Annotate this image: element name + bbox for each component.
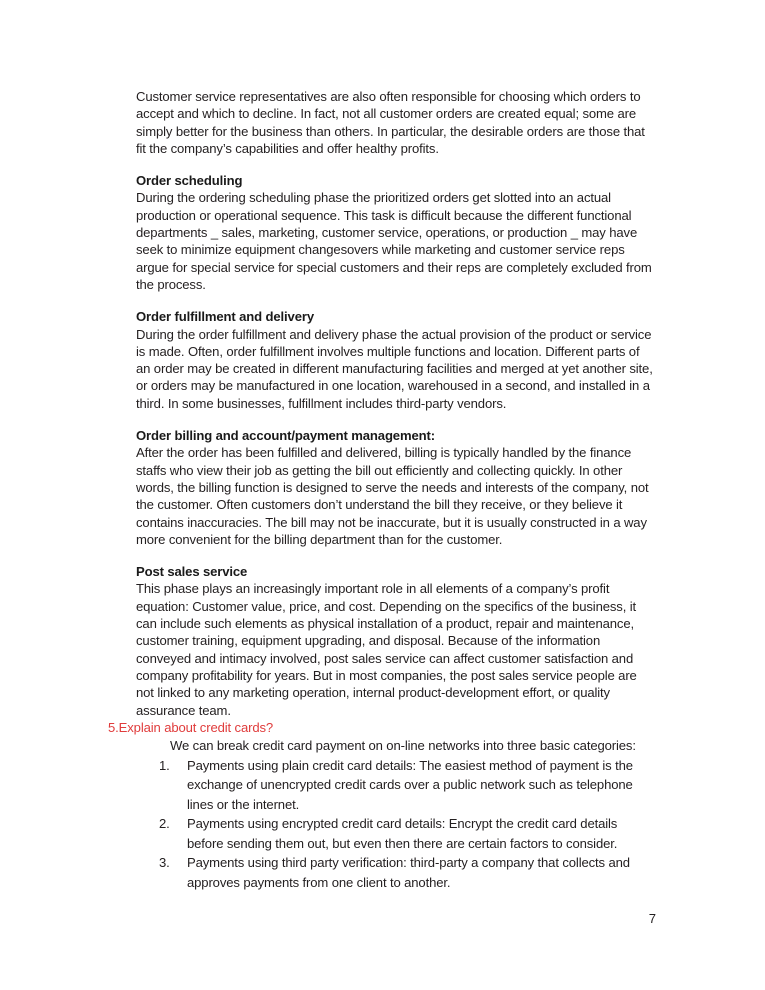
page-content [108, 88, 657, 892]
question-intro: We can break credit card payment on on-line networks into three basic categories: [170, 738, 636, 754]
page-number: 7 [648, 911, 656, 926]
section-heading: Order billing and account/payment management: [136, 428, 435, 444]
section-heading: Order fulfillment and delivery [136, 309, 314, 325]
list-item-marker: 1. [159, 757, 170, 773]
list-item-marker: 2. [159, 816, 170, 832]
section-body: During the order fulfillment and delivery phase the actual provision of the product or service is made. Often, order fulfillment involves multiple functions and location. Different parts of an order may be created in different manufacturing facilities and merged at yet another site, or orders may be manufactured in one location, warehoused in a second, and installed in a third. In some businesses, fulfillment includes third-party vendors. [136, 326, 653, 411]
list-item-marker: 3. [159, 855, 170, 871]
section-body: This phase plays an increasingly important role in all elements of a company’s profit equation: Customer value, price, and cost. Depending on the specifics of the business, it can include such elements as physical installation of a product, repair and maintenance, customer training, equipment upgrading, and disposal. Because of the information conveyed and intimacy involved, post sales service can affect customer satisfaction and company profitability for years. But in most companies, the post sales service people are not linked to any marketing operation, internal product-development effort, or quality assurance team. [136, 581, 637, 718]
section-heading: Order scheduling [136, 173, 243, 189]
intro-paragraph: Customer service representatives are also often responsible for choosing which orders to accept and which to decline. In fact, not all customer orders are created equal; some are simply better for the business than others. In particular, the desirable orders are those that fit the company’s capabilities and offer healthy profits. [136, 89, 645, 156]
list-item-text: Payments using encrypted credit card details: Encrypt the credit card details before sending them out, but even then there are certain factors to consider. [187, 816, 618, 851]
question-heading: 5.Explain about credit cards? [108, 719, 274, 735]
credit-card-categories-list [136, 756, 657, 893]
section-order-scheduling [136, 172, 657, 293]
list-item-text: Payments using plain credit card details: The easiest method of payment is the exchange of unencrypted credit cards over a public network such as telephone lines or the internet. [187, 757, 633, 812]
section-order-fulfillment [136, 308, 657, 412]
list-item [136, 814, 657, 853]
list-item [136, 853, 657, 892]
section-body: After the order has been fulfilled and delivered, billing is typically handled by the finance staffs who view their job as getting the bill out efficiently and collecting quickly. In other words, the billing function is designed to serve the needs and interests of the company, not the customer. Often customers don’t understand the bill they receive, or they believe it contains inaccuracies. The bill may not be inaccurate, but it is usually constructed in a way more convenient for the billing department than for the customer. [136, 445, 649, 547]
section-order-billing [136, 427, 657, 548]
section-body: During the ordering scheduling phase the prioritized orders get slotted into an actual production or operational sequence. This task is difficult because the different functional departments _ sales, marketing, customer service, operations, or production _ may have seek to minimize equipment changesovers while marketing and customer service reps argue for special service for special customers and their reps are completely excluded from the process. [136, 190, 652, 292]
section-heading: Post sales service [136, 564, 248, 580]
list-item [136, 756, 657, 815]
section-post-sales-service [136, 563, 657, 719]
list-item-text: Payments using third party verification: third-party a company that collects and approves payments from one client to another. [187, 855, 630, 890]
question-block-credit-cards [108, 719, 657, 892]
